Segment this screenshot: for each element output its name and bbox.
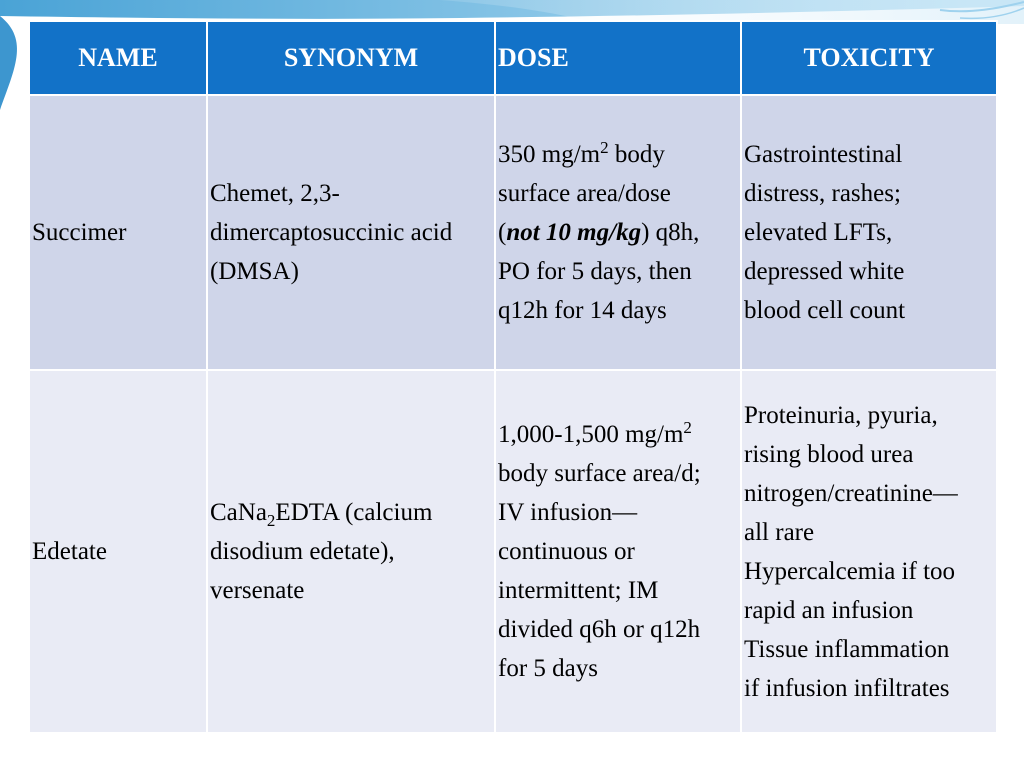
toxicity-line: rapid an infusion bbox=[744, 596, 914, 624]
dose-line: surface area/dose bbox=[498, 180, 671, 207]
dose-line bbox=[498, 415, 738, 454]
dose-text: 350 mg/m bbox=[498, 141, 601, 168]
dose-line: IV infusion— bbox=[498, 499, 638, 526]
toxicity-line: nitrogen/creatinine— bbox=[744, 479, 958, 507]
dose-line: q12h for 14 days bbox=[498, 297, 667, 324]
dose-line bbox=[498, 135, 738, 174]
dose-line: body surface area/d; bbox=[498, 460, 701, 487]
dose-emphasis: not 10 mg/kg bbox=[506, 219, 642, 246]
dose-superscript: 2 bbox=[683, 418, 692, 437]
toxicity-line: depressed white bbox=[744, 258, 905, 285]
cell-name bbox=[29, 95, 207, 370]
toxicity-line: Hypercalcemia if too bbox=[744, 557, 956, 585]
synonym-line: disodium edetate), bbox=[210, 538, 395, 565]
synonym-line: Chemet, 2,3- bbox=[210, 180, 340, 207]
dose-line: intermittent; IM bbox=[498, 577, 659, 604]
synonym-text: CaNa bbox=[210, 499, 267, 526]
header-toxicity: TOXICITY bbox=[741, 21, 997, 95]
synonym-line: dimercaptosuccinic acid bbox=[210, 219, 453, 246]
header-row bbox=[29, 21, 997, 95]
cell-name bbox=[29, 370, 207, 733]
dose-text: ( bbox=[498, 219, 507, 246]
dose-line: continuous or bbox=[498, 538, 635, 565]
table-row bbox=[29, 95, 997, 370]
cell-toxicity bbox=[741, 95, 997, 370]
cell-synonym bbox=[207, 370, 495, 733]
toxicity-line: distress, rashes; bbox=[744, 180, 901, 207]
cell-toxicity bbox=[741, 370, 997, 733]
toxicity-line: Tissue inflammation bbox=[744, 635, 950, 663]
toxicity-line: rising blood urea bbox=[744, 440, 914, 468]
header-dose: DOSE bbox=[495, 21, 741, 95]
toxicity-line: Proteinuria, pyuria, bbox=[744, 401, 938, 429]
toxicity-line: Gastrointestinal bbox=[744, 141, 903, 168]
synonym-line bbox=[210, 493, 492, 532]
dose-line bbox=[498, 213, 738, 252]
toxicity-line: elevated LFTs, bbox=[744, 219, 893, 246]
toxicity-line: blood cell count bbox=[744, 297, 906, 324]
header-synonym: SYNONYM bbox=[207, 21, 495, 95]
cell-dose bbox=[495, 95, 741, 370]
chelator-table bbox=[28, 20, 998, 734]
synonym-text: EDTA (calcium bbox=[275, 499, 433, 526]
dose-text: 1,000-1,500 mg/m bbox=[498, 421, 684, 448]
dose-text: body bbox=[608, 141, 665, 168]
cell-synonym bbox=[207, 95, 495, 370]
dose-line: PO for 5 days, then bbox=[498, 258, 692, 285]
table-row bbox=[29, 370, 997, 733]
drug-name: Succimer bbox=[32, 219, 127, 246]
drug-name: Edetate bbox=[32, 538, 107, 565]
dose-superscript: 2 bbox=[600, 138, 609, 157]
synonym-line: versenate bbox=[210, 577, 305, 604]
toxicity-line: all rare bbox=[744, 518, 815, 546]
toxicity-line: if infusion infiltrates bbox=[744, 674, 950, 702]
dose-line: divided q6h or q12h bbox=[498, 616, 701, 643]
synonym-line: (DMSA) bbox=[210, 258, 299, 285]
dose-text: ) q8h, bbox=[641, 219, 700, 246]
synonym-subscript: 2 bbox=[266, 511, 276, 530]
header-name: NAME bbox=[29, 21, 207, 95]
dose-line: for 5 days bbox=[498, 655, 598, 682]
cell-dose bbox=[495, 370, 741, 733]
